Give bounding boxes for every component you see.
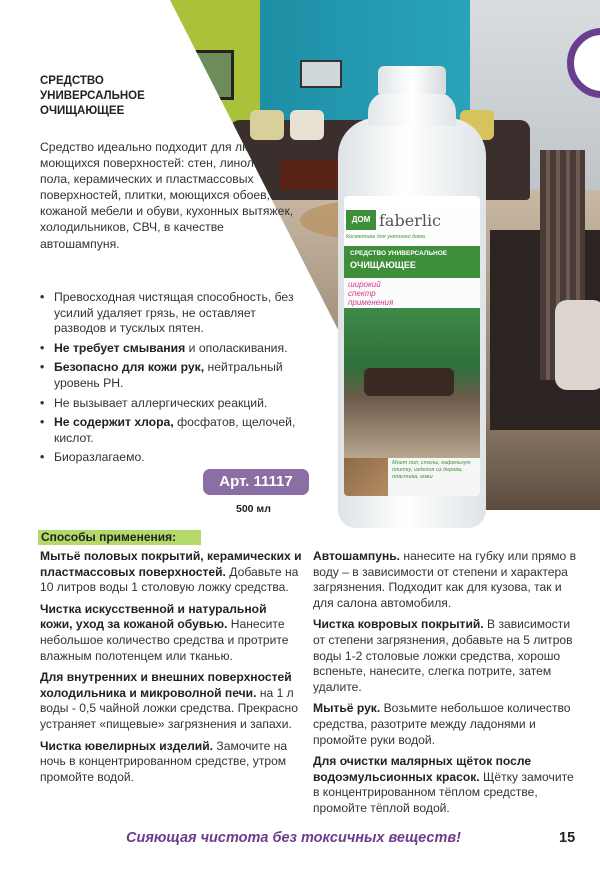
label-line1: СРЕДСТВО УНИВЕРСАЛЬНОЕ (350, 250, 448, 257)
product-volume: 500 мл (236, 503, 271, 515)
pillow (250, 110, 284, 140)
method-item: Чистка ковровых покрытий. В зависимости от степени загрязнения, добавьте на 5 литров воды 1-2 столовые ложки средства, хорошо вспеньте, нанесите, слегка потрите, затем удалите. (313, 617, 573, 694)
label-sofa (364, 368, 454, 396)
product-intro: Средство идеально подходит для любых моющихся поверхностей: стен, линолеума, пола, керамических и пластмассовых поверхностей, плитки, моющихся обоев, кожаной мебели и обуви, кухонных вытяжек, холодильников, СВЧ, в качестве автошампуня. (40, 140, 294, 251)
method-item: Чистка искусственной и натуральной кожи, уход за кожаной обувью. Нанесите небольшое количество средства и протрите влажным полотенцем или тканью. (40, 601, 289, 663)
footer-slogan: Сияющая чистота без токсичных веществ! (126, 830, 461, 846)
article-badge: Арт. 11117 (203, 469, 309, 495)
method-item: Автошампунь. нанесите на губку или прямо в воду – в зависимости от степени и характера загрязнения. Подходит как для кузова, так и для салона автомобиля. (313, 549, 577, 610)
armchair (555, 300, 600, 390)
label-line2: ОЧИЩАЮЩЕЕ (350, 260, 416, 270)
methods-right-column (313, 549, 577, 823)
brand-tagline: Косметика для уютного дома (346, 234, 425, 240)
methods-left-column (40, 549, 302, 791)
brand-logo: faberlic (379, 211, 442, 230)
bottle-label (344, 196, 480, 496)
feature-item: • Безопасно для кожи рук, нейтральный уровень PH. (40, 360, 305, 391)
product-title: СРЕДСТВО УНИВЕРСАЛЬНОЕ ОЧИЩАЮЩЕЕ (40, 75, 145, 117)
feature-item: • Не вызывает аллергических реакций. (40, 396, 305, 412)
bottle-neck (368, 92, 456, 126)
brand-row (346, 210, 478, 232)
feature-list (40, 290, 305, 470)
feature-item: • Биоразлагаемо. (40, 450, 305, 466)
method-item: Чистка ювелирных изделий. Замочите на ночь в концентрированном средстве, утром промойте водой. (40, 738, 288, 784)
methods-heading: Способы применения: (38, 530, 201, 545)
label-note: Моет пол, стены, кафельную плитку, изделия из дерева, пластика, кожи (392, 460, 471, 480)
label-wood-swatch (344, 458, 388, 496)
method-item: Мытьё рук. Возьмите небольшое количество средства, разотрите между ладонями и промойте руки водой. (313, 701, 571, 747)
method-item: Для внутренних и внешних поверхностей холодильника и микроволной печи. на 1 л воды - 0,5 чайной ложки средства. Прекрасно устраняет «пищевые» загрязнения и запахи. (40, 670, 298, 731)
product-bottle (338, 66, 486, 528)
method-item: Для очистки малярных щёток после водоэмульсионных красок. Щётку замочите в концентрированном тёплом средстве, промойте тёплой водой. (313, 754, 574, 815)
method-item: Мытьё половых покрытий, керамических и пластмассовых поверхностей. Добавьте на 10 литров воды 1 столовую ложку средства. (40, 549, 302, 595)
feature-item: • Превосходная чистящая способность, без усилий удаляет грязь, не оставляет разводов и тусклых пятен. (40, 290, 305, 337)
page-number: 15 (559, 830, 576, 846)
pillow (290, 110, 324, 140)
feature-item: • Не содержит хлора, фосфатов, щелочей, кислот. (40, 415, 305, 446)
label-photo (344, 308, 480, 458)
dom-logo: ДОМ (346, 210, 376, 230)
feature-item: • Не требует смывания и ополаскивания. (40, 341, 305, 357)
label-pink-text: широкий спектр применения (348, 280, 394, 307)
bottle-cap (378, 66, 446, 94)
picture-frame (300, 60, 342, 88)
